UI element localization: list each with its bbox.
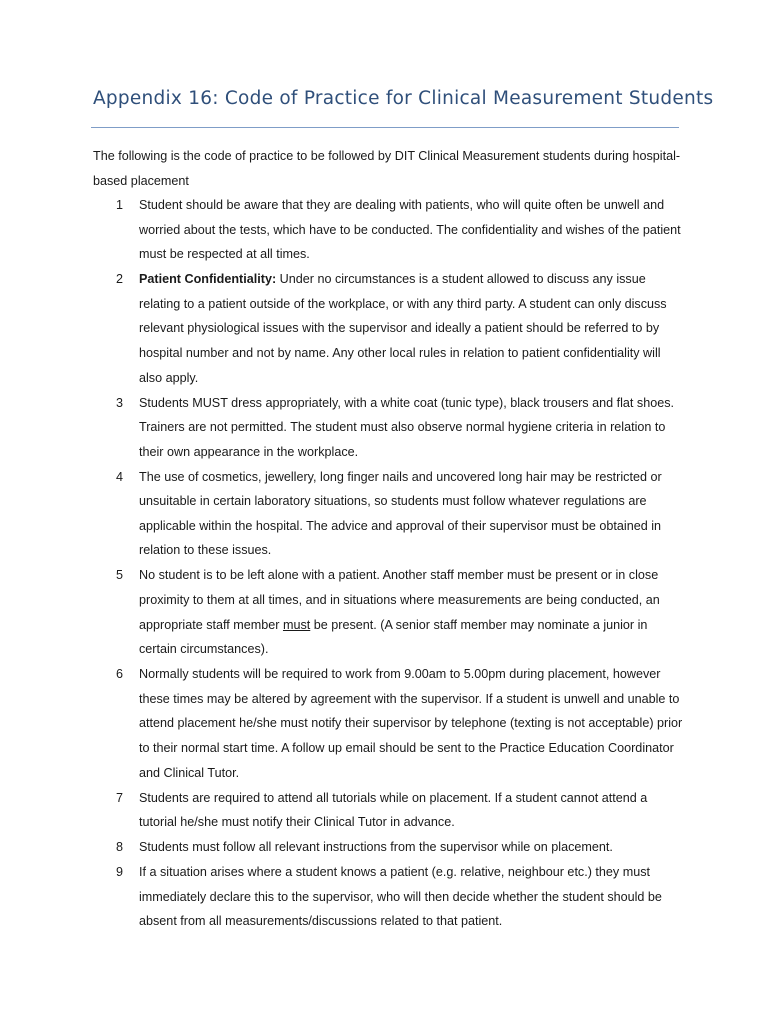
list-item (0, 267, 684, 390)
list-item (0, 563, 684, 661)
item-number: 3 (116, 395, 124, 410)
item-text: The use of cosmetics, jewellery, long finger nails and uncovered long hair may be restricted or unsuitable in certain laboratory situations, so students must follow whatever regulations are applicable within the hospital. The advice and approval of their supervisor must be obtained in relation to these issues. (139, 469, 662, 558)
item-number: 9 (116, 865, 124, 880)
item-text: Students MUST dress appropriately, with a white coat (tunic type), black trousers and flat shoes. Trainers are not permitted. The student must also observe normal hygiene criteria in relation to their own appearance in the workplace. (139, 395, 675, 459)
item-heading: Patient Confidentiality: (139, 272, 277, 287)
item-number: 5 (116, 568, 124, 583)
item-text: Students are required to attend all tutorials while on placement. If a student cannot attend a tutorial he/she must notify their Clinical Tutor in advance. (139, 790, 648, 830)
intro-paragraph: The following is the code of practice to be followed by DIT Clinical Measurement students during hospital-based placement (93, 149, 681, 188)
title-underline (91, 127, 679, 128)
list-item (0, 835, 684, 860)
item-number: 7 (116, 790, 124, 805)
item-emphasis: must (282, 617, 311, 632)
item-number: 1 (116, 198, 124, 212)
item-number: 8 (116, 840, 124, 855)
list-item (0, 391, 684, 465)
item-text: If a situation arises where a student knows a patient (e.g. relative, neighbour etc.) they must immediately declare this to the supervisor, who will then decide whether the student should be absent from all measurements/discussions related to that patient. (139, 865, 662, 929)
item-number: 6 (116, 667, 124, 682)
item-number: 4 (116, 469, 124, 484)
item-text: Normally students will be required to work from 9.00am to 5.00pm during placement, however these times may be altered by agreement with the supervisor. If a student is unwell and unable to attend placement he/she must notify their supervisor by telephone (texting is not acceptable) prior to their normal start time. A follow up email should be sent to the Practice Education Coordinator and Clinical Tutor. (139, 667, 683, 780)
list-item (0, 860, 684, 934)
list-item (0, 786, 684, 835)
code-of-practice-list (0, 193, 770, 934)
item-text: No student is to be left alone with a patient. Another staff member must be present or in close proximity to them at all times, and in situations where measurements are being conducted, an appropriate staff member (139, 568, 660, 632)
list-item (0, 662, 684, 785)
item-text: Under no circumstances is a student allowed to discuss any issue relating to a patient outside of the workplace, or with any third party. A student can only discuss relevant physiological issues with the supervisor and ideally a patient should be referred to by hospital number and not by name. Any other local rules in relation to patient confidentiality will also apply. (139, 272, 667, 385)
page-title: Appendix 16: Code of Practice for Clinical Measurement Students (93, 88, 714, 109)
item-text: Student should be aware that they are dealing with patients, who will quite often be unwell and worried about the tests, which have to be conducted. The confidentiality and wishes of the patient must be respected at all times. (139, 198, 681, 262)
list-item (0, 465, 684, 563)
item-number: 2 (116, 272, 124, 287)
list-item (0, 193, 684, 267)
item-text: be present. (A senior staff member may nominate a junior in certain circumstances). (139, 617, 648, 657)
item-text: Students must follow all relevant instructions from the supervisor while on placement. (139, 840, 613, 855)
